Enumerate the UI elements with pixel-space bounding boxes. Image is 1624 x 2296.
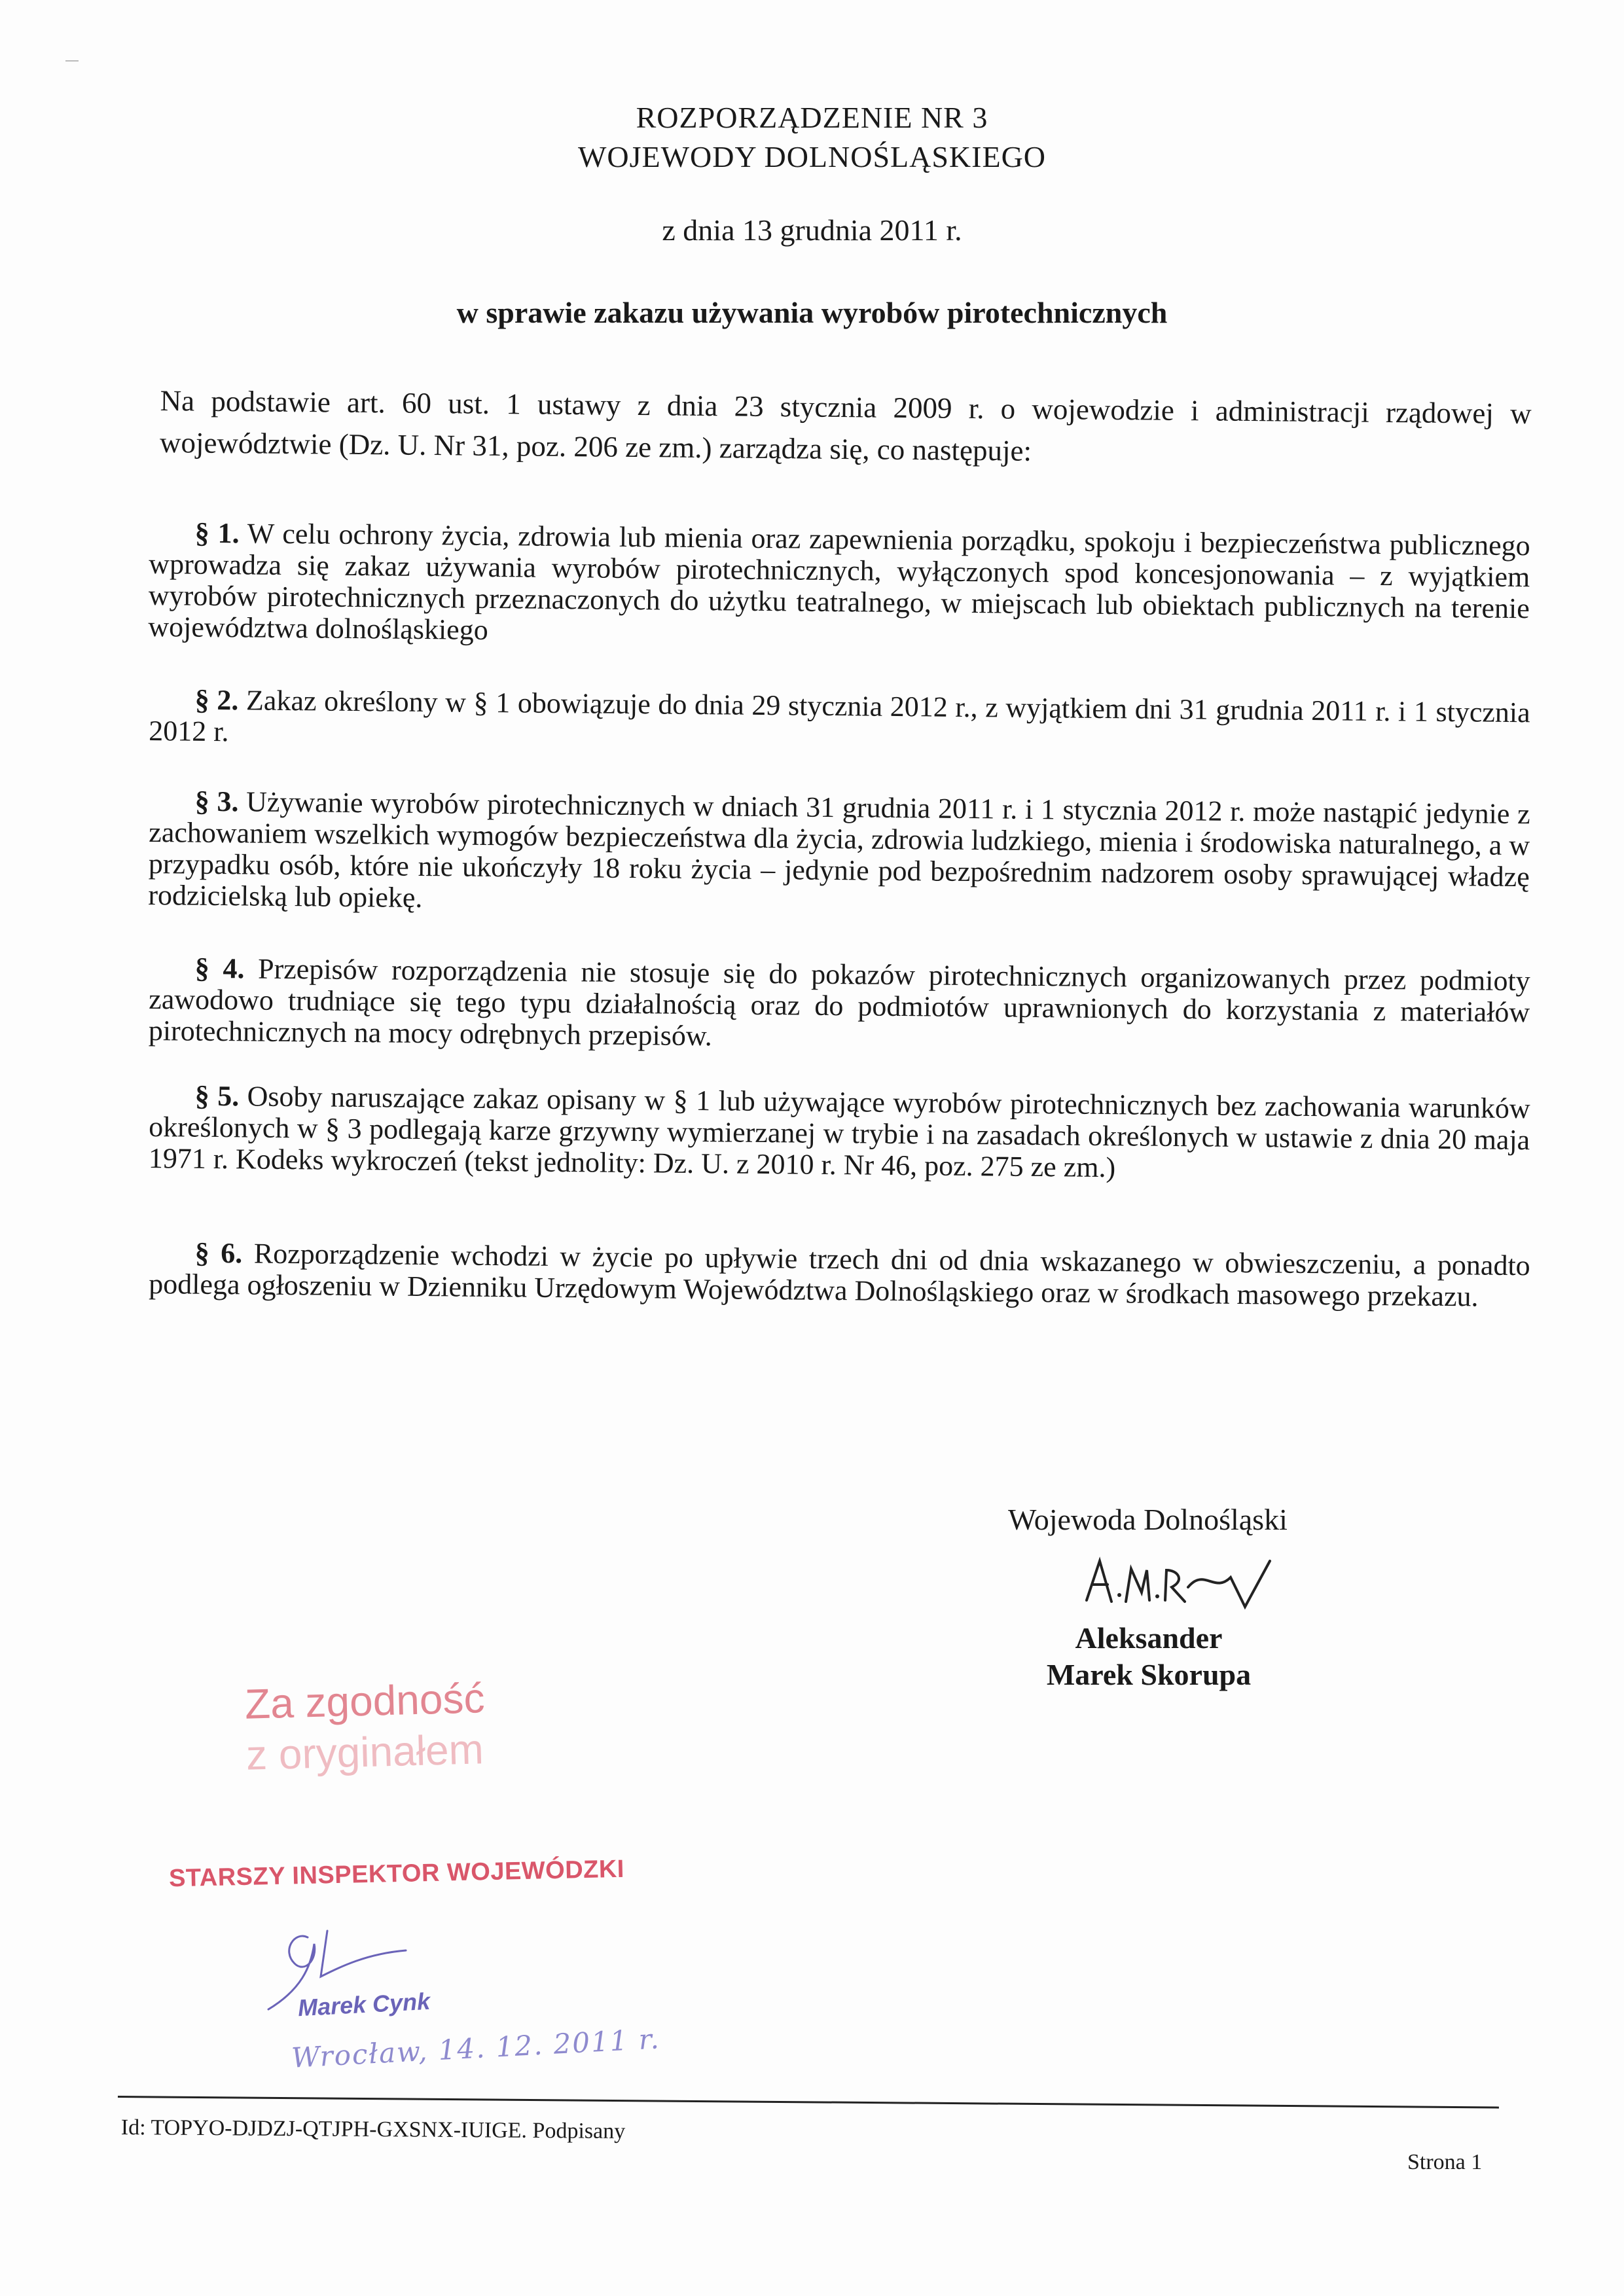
paragraph-label: § 2.	[194, 683, 239, 717]
paragraph-text: Zakaz określony w § 1 obowiązuje do dnia 29 stycznia 2012 r., z wyjątkiem dni 31 grudnia 2011 r. i 1 stycznia 2012 r.	[149, 684, 1530, 748]
title-line-1: ROZPORZĄDZENIE NR 3	[636, 101, 988, 134]
signer-name	[1001, 1620, 1296, 1693]
paragraph-5	[149, 1080, 1530, 1187]
paragraph-label: § 6.	[194, 1236, 243, 1270]
paragraph-label: § 3.	[194, 785, 239, 818]
legal-basis-intro: Na podstawie art. 60 ust. 1 ustawy z dnia 23 stycznia 2009 r. o wojewodzie i administracji rządowej w województwie (Dz. U. Nr 31, poz. 206 ze zm.) zarządza się, co następuje:	[159, 384, 1532, 467]
voivode-signature	[1074, 1541, 1309, 1620]
paragraph-text: Używanie wyrobów pirotechnicznych w dniach 31 grudnia 2011 r. i 1 stycznia 2012 r. może nastąpić jedynie z zachowaniem wszelkich wymogów bezpieczeństwa dla życia, zdrowia ludzkiego, mienia i środowiska naturalnego, a w przypadku osób, które nie ukończyły 18 roku życia – jedynie pod bezpośrednim nadzorem osoby sprawującej władzę rodzicielską lub opiekę.	[148, 785, 1530, 914]
document-date: z dnia 13 grudnia 2011 r.	[662, 213, 962, 247]
paragraph-label: § 1.	[194, 516, 240, 550]
paragraph-4	[149, 952, 1530, 1060]
conformity-stamp	[244, 1672, 486, 1781]
document-title	[0, 98, 1624, 177]
inspector-date: Wrocław, 14. 12. 2011 r.	[291, 2022, 661, 2074]
paragraph-2	[149, 684, 1530, 760]
paragraph-1	[148, 517, 1530, 656]
paragraph-6	[149, 1237, 1530, 1313]
paragraph-text: Osoby naruszające zakaz opisany w § 1 lub używające wyrobów pirotechnicznych bez zachowania warunków określonych w § 3 podlegają karze grzywny wymierzanej w trybie i na zasadach określonych w ustawie z dnia 20 maja 1971 r. Kodeks wykroczeń (tekst jednolity: Dz. U. z 2010 r. Nr 46, poz. 275 ze zm.)	[148, 1080, 1530, 1184]
conformity-stamp-line-2: z oryginałem	[245, 1725, 484, 1779]
paragraph-3	[148, 785, 1530, 924]
title-line-2: WOJEWODY DOLNOŚLĄSKIEGO	[577, 140, 1047, 173]
inspector-stamp-title: STARSZY INSPEKTOR WOJEWÓDZKI	[168, 1855, 625, 1893]
paragraph-label: § 5.	[194, 1079, 240, 1113]
paragraph-text: Rozporządzenie wchodzi w życie po upływie trzech dni od dnia wskazanego w obwieszczeniu, a ponadto podlega ogłoszeniu w Dzienniku Urzędowym Województwa Dolnośląskiego oraz w środkach masowego przekazu.	[149, 1237, 1530, 1313]
footer-divider	[118, 2096, 1499, 2109]
inspector-name: Marek Cynk	[297, 1987, 431, 2022]
document-subject: w sprawie zakazu używania wyrobów pirotechnicznych	[456, 296, 1168, 329]
paragraph-label: § 4.	[194, 952, 245, 985]
signer-first-name: Aleksander	[1075, 1621, 1223, 1655]
page-number: Strona 1	[1407, 2150, 1483, 2174]
document-id: Id: TOPYO-DJDZJ-QTJPH-GXSNX-IUIGE. Podpisany	[120, 2115, 626, 2144]
signer-title: Wojewoda Dolnośląski	[1008, 1503, 1288, 1536]
paragraph-text: W celu ochrony życia, zdrowia lub mienia oraz zapewnienia porządku, spokoju i bezpieczeństwa publicznego wprowadza się zakaz używania wyrobów pirotechnicznych, wyłączonych spod koncesjonowania – z wyjątkiem wyrobów pirotechnicznych przeznaczonych do użytku teatralnego, w miejscach lub obiektach publicznych na terenie województwa dolnośląskiego	[148, 517, 1530, 646]
scan-artifact	[65, 60, 79, 62]
signer-last-name: Marek Skorupa	[1046, 1658, 1252, 1691]
conformity-stamp-line-1: Za zgodność	[244, 1674, 486, 1728]
paragraph-text: Przepisów rozporządzenia nie stosuje się do pokazów pirotechnicznych organizowanych przez podmioty zawodowo trudniące się tego typu działalnością oraz do podmiotów uprawnionych do korzystania z materiałów pirotechnicznych na mocy odrębnych przepisów.	[148, 952, 1530, 1052]
